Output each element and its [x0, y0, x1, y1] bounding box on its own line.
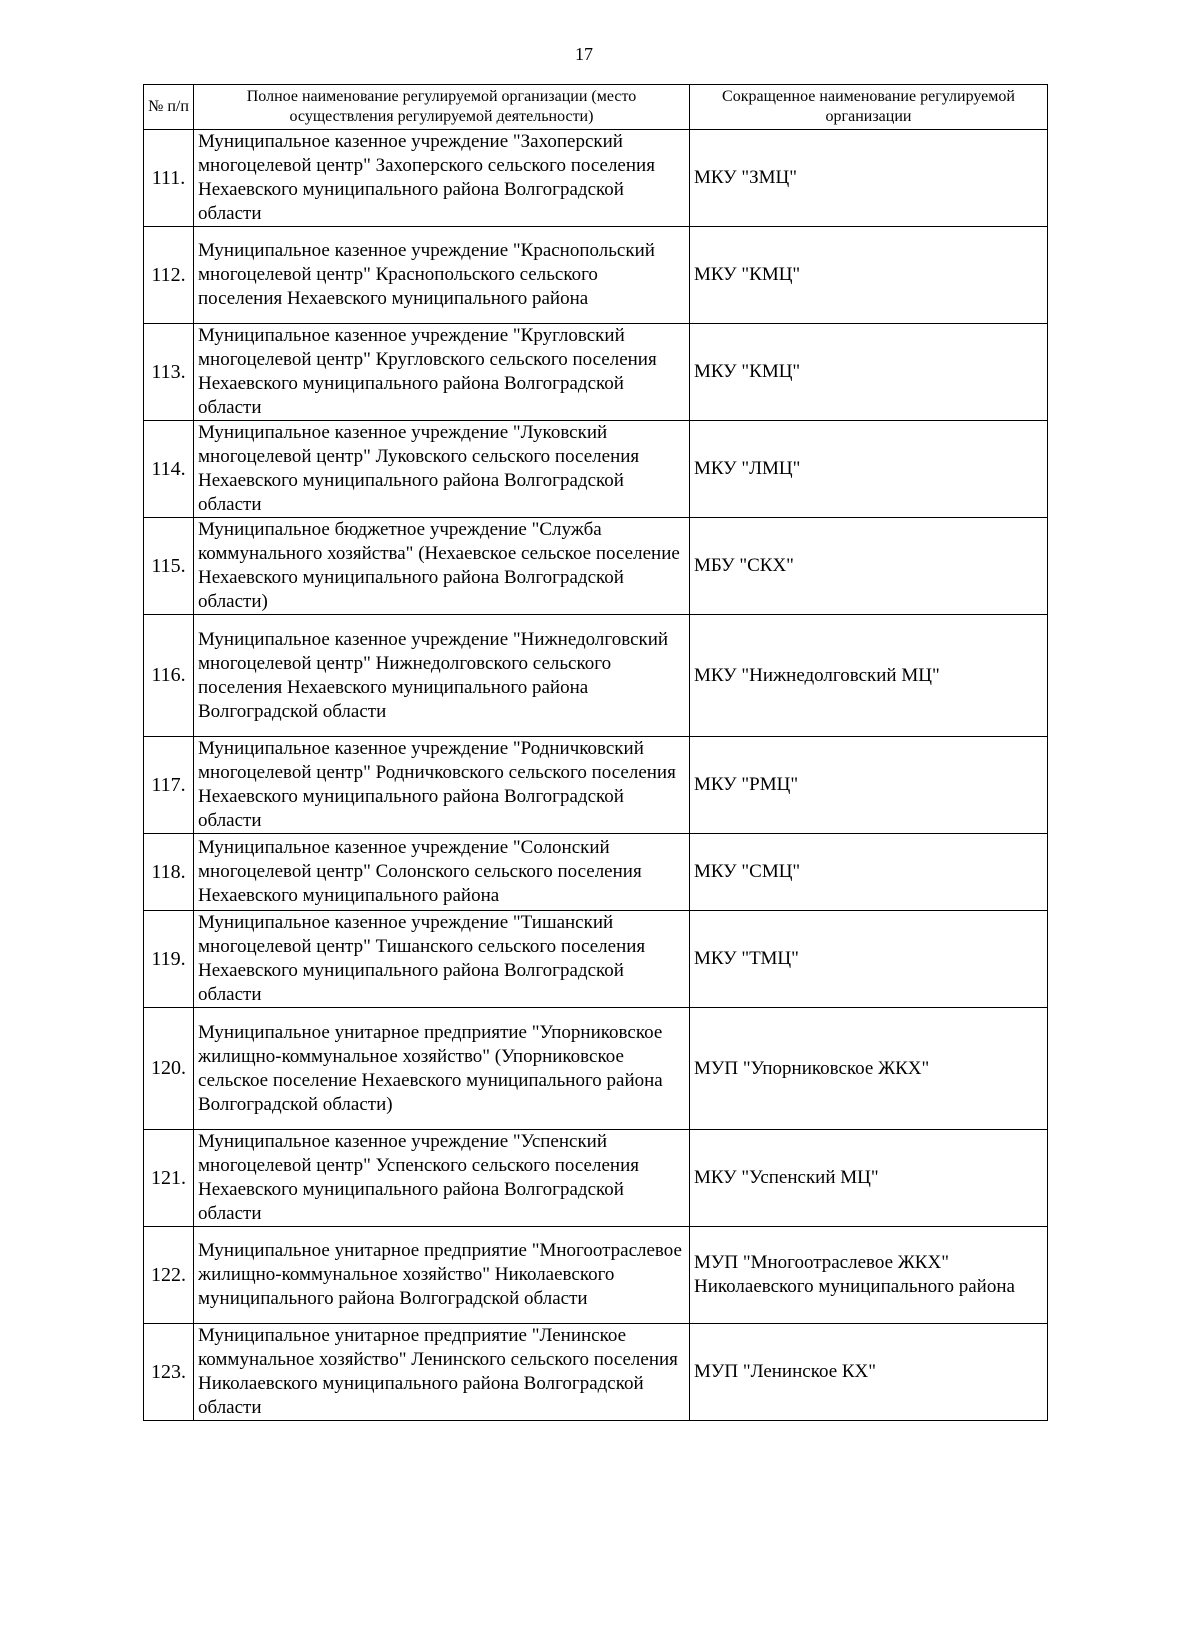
table-row: [144, 834, 1048, 911]
row-number: 112.: [144, 227, 194, 324]
row-number: 116.: [144, 615, 194, 737]
row-short-name: МКУ "ЗМЦ": [690, 130, 1048, 227]
header-short-name: Сокращенное наименование регулируемой организации: [690, 85, 1048, 130]
row-short-name: МКУ "Успенский МЦ": [690, 1130, 1048, 1227]
row-full-name: Муниципальное казенное учреждение "Нижнедолговский многоцелевой центр" Нижнедолговского сельского поселения Нехаевского муниципального района Волгоградской области: [194, 615, 690, 737]
table-row: [144, 1324, 1048, 1421]
row-short-name: МКУ "КМЦ": [690, 227, 1048, 324]
table-row: [144, 227, 1048, 324]
row-full-name: Муниципальное унитарное предприятие "Ленинское коммунальное хозяйство" Ленинского сельского поселения Николаевского муниципального района Волгоградской области: [194, 1324, 690, 1421]
row-number: 113.: [144, 324, 194, 421]
row-number: 120.: [144, 1008, 194, 1130]
row-short-name: МКУ "РМЦ": [690, 737, 1048, 834]
row-full-name: Муниципальное унитарное предприятие "Упорниковское жилищно-коммунальное хозяйство" (Упорниковское сельское поселение Нехаевского муниципального района Волгоградской области): [194, 1008, 690, 1130]
row-number: 111.: [144, 130, 194, 227]
page-number: 17: [575, 44, 593, 64]
table-row: [144, 1008, 1048, 1130]
table-row: [144, 1130, 1048, 1227]
table-header-row: [144, 85, 1048, 130]
row-full-name: Муниципальное унитарное предприятие "Многоотраслевое жилищно-коммунальное хозяйство" Николаевского муниципального района Волгоградской области: [194, 1227, 690, 1324]
row-short-name: МУП "Многоотраслевое ЖКХ" Николаевского муниципального района: [690, 1227, 1048, 1324]
header-number: № п/п: [144, 85, 194, 130]
row-short-name: МКУ "СМЦ": [690, 834, 1048, 911]
table-row: [144, 615, 1048, 737]
table-row: [144, 911, 1048, 1008]
row-short-name: МБУ "СКХ": [690, 518, 1048, 615]
table-row: [144, 421, 1048, 518]
row-full-name: Муниципальное бюджетное учреждение "Служба коммунального хозяйства" (Нехаевское сельское поселение Нехаевского муниципального района Волгоградской области): [194, 518, 690, 615]
row-short-name: МКУ "Нижнедолговский МЦ": [690, 615, 1048, 737]
row-number: 123.: [144, 1324, 194, 1421]
row-full-name: Муниципальное казенное учреждение "Тишанский многоцелевой центр" Тишанского сельского поселения Нехаевского муниципального района Волгоградской области: [194, 911, 690, 1008]
row-full-name: Муниципальное казенное учреждение "Успенский многоцелевой центр" Успенского сельского поселения Нехаевского муниципального района Волгоградской области: [194, 1130, 690, 1227]
row-short-name: МКУ "ТМЦ": [690, 911, 1048, 1008]
row-number: 115.: [144, 518, 194, 615]
header-full-name: Полное наименование регулируемой организации (место осуществления регулируемой деятельности): [194, 85, 690, 130]
regulated-organizations-table: [143, 84, 1048, 1421]
row-short-name: МУП "Упорниковское ЖКХ": [690, 1008, 1048, 1130]
table-row: [144, 737, 1048, 834]
row-number: 122.: [144, 1227, 194, 1324]
row-number: 118.: [144, 834, 194, 911]
table-row: [144, 130, 1048, 227]
row-number: 117.: [144, 737, 194, 834]
row-full-name: Муниципальное казенное учреждение "Солонский многоцелевой центр" Солонского сельского поселения Нехаевского муниципального района: [194, 834, 690, 911]
row-number: 119.: [144, 911, 194, 1008]
row-full-name: Муниципальное казенное учреждение "Родничковский многоцелевой центр" Родничковского сельского поселения Нехаевского муниципального района Волгоградской области: [194, 737, 690, 834]
row-full-name: Муниципальное казенное учреждение "Захоперский многоцелевой центр" Захоперского сельского поселения Нехаевского муниципального района Волгоградской области: [194, 130, 690, 227]
row-full-name: Муниципальное казенное учреждение "Кругловский многоцелевой центр" Кругловского сельского поселения Нехаевского муниципального района Волгоградской области: [194, 324, 690, 421]
row-full-name: Муниципальное казенное учреждение "Краснопольский многоцелевой центр" Краснопольского сельского поселения Нехаевского муниципального района: [194, 227, 690, 324]
row-number: 114.: [144, 421, 194, 518]
row-full-name: Муниципальное казенное учреждение "Луковский многоцелевой центр" Луковского сельского поселения Нехаевского муниципального района Волгоградской области: [194, 421, 690, 518]
table-row: [144, 324, 1048, 421]
row-short-name: МКУ "КМЦ": [690, 324, 1048, 421]
row-number: 121.: [144, 1130, 194, 1227]
table-row: [144, 1227, 1048, 1324]
table-row: [144, 518, 1048, 615]
row-short-name: МКУ "ЛМЦ": [690, 421, 1048, 518]
row-short-name: МУП "Ленинское КХ": [690, 1324, 1048, 1421]
